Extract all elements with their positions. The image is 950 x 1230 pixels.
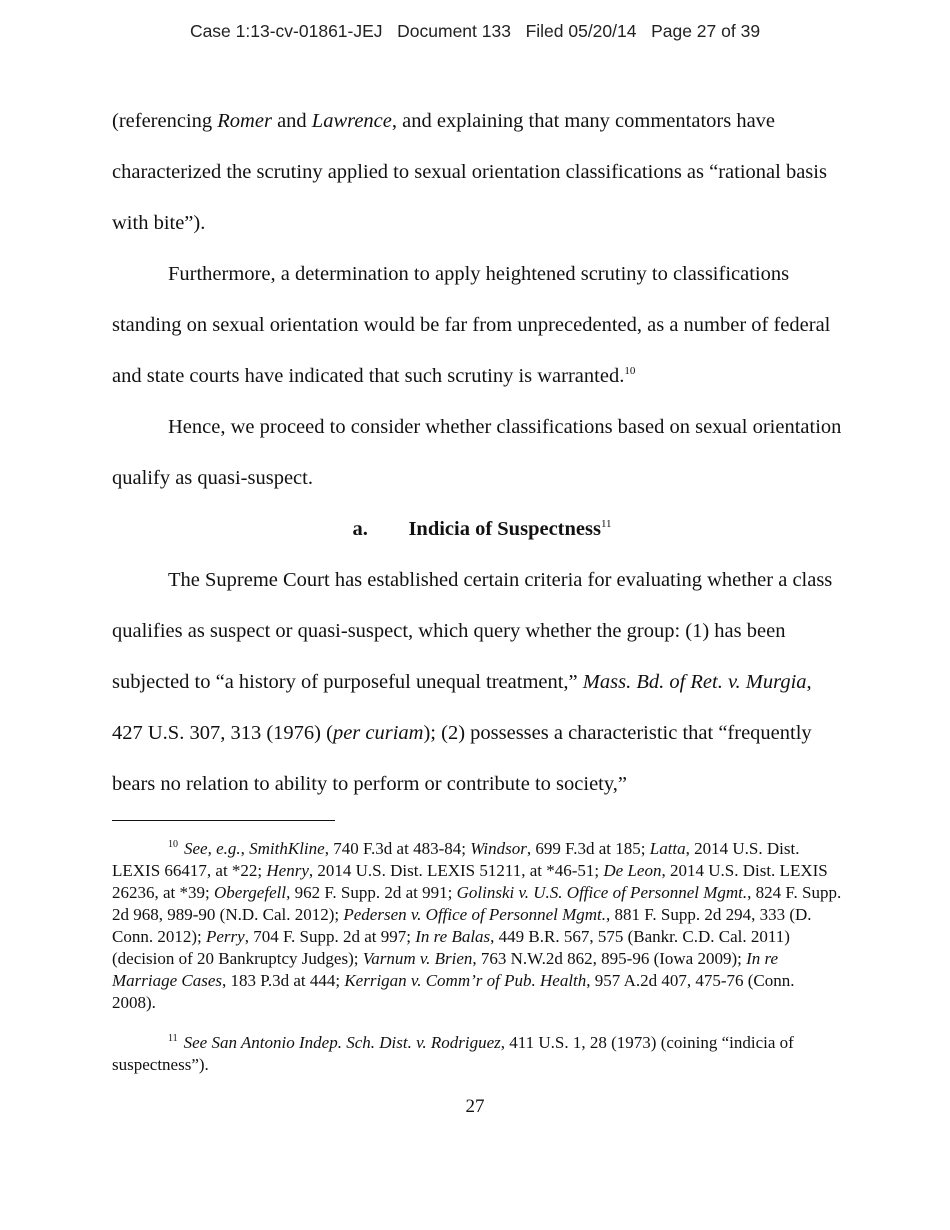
footnote-ref-10[interactable]: 10 <box>624 365 636 378</box>
paragraph-4: The Supreme Court has established certain criteria for evaluating whether a class qualifies as suspect or quasi-suspect, which query whether the group: (1) has been subjected to “a history of purposeful unequal treatment,” Mass. Bd. of Ret. v. Murgia, 427 U.S. 307, 313 (1976) (per curiam); (2) possesses a characteristic that “frequently bears no relation to ability to perform or contribute to society,” <box>112 569 833 795</box>
footnotes <box>112 838 842 1094</box>
filed-date: Filed 05/20/14 <box>525 21 637 41</box>
document-number: Document 133 <box>397 21 511 41</box>
case-header <box>0 21 950 42</box>
footnote-number: 10 <box>168 839 178 851</box>
section-heading <box>112 504 842 555</box>
footnote-number: 11 <box>168 1033 178 1045</box>
paragraph-2: Furthermore, a determination to apply heightened scrutiny to classifications standing on sexual orientation would be far from unprecedented, as a number of federal and state courts have indicated that such scrutiny is warranted.$^{10}$ <box>112 263 831 387</box>
section-letter: a. <box>352 518 368 540</box>
opinion-body <box>112 96 842 810</box>
footnote-ref-11[interactable]: 11 <box>600 518 612 531</box>
footnote-10: $^{10}$ See, e.g., SmithKline, 740 F.3d at 483-84; Windsor, 699 F.3d at 185; Latta, 2014 U.S. Dist. LEXIS 66417, at *22; Henry, 2014 U.S. Dist. LEXIS 51211, at *46-51; De Leon, 2014 U.S. Dist. LEXIS 26236, at *39; Obergefell, 962 F. Supp. 2d at 991; Golinski v. U.S. Office of Personnel Mgmt., 824 F. Supp. 2d 968, 989-90 (N.D. Cal. 2012); Pedersen v. Office of Personnel Mgmt., 881 F. Supp. 2d 294, 333 (D. Conn. 2012); Perry, 704 F. Supp. 2d at 997; In re Balas, 449 B.R. 567, 575 (Bankr. C.D. Cal. 2011) (decision of 20 Bankruptcy Judges); Varnum v. Brien, 763 N.W.2d 862, 895-96 (Iowa 2009); In re Marriage Cases, 183 P.3d at 444; Kerrigan v. Comm’r of Pub. Health, 957 A.2d 407, 475-76 (Conn. 2008). <box>112 839 842 1012</box>
case-number: Case 1:13-cv-01861-JEJ <box>189 21 383 41</box>
section-title: Indicia of Suspectness <box>408 518 601 540</box>
page-count: Page 27 of 39 <box>651 21 761 41</box>
paragraph-3: Hence, we proceed to consider whether classifications based on sexual orientation qualify as quasi-suspect. <box>112 416 842 489</box>
footnote-11: $^{11}$ See San Antonio Indep. Sch. Dist. v. Rodriguez, 411 U.S. 1, 28 (1973) (coining “indicia of suspectness”). <box>112 1033 794 1074</box>
page-number: 27 <box>465 1096 485 1117</box>
footnote-divider <box>112 820 335 821</box>
paragraph-1: (referencing Romer and Lawrence, and explaining that many commentators have characterized the scrutiny applied to sexual orientation classifications as “rational basis with bite”). <box>112 110 827 234</box>
